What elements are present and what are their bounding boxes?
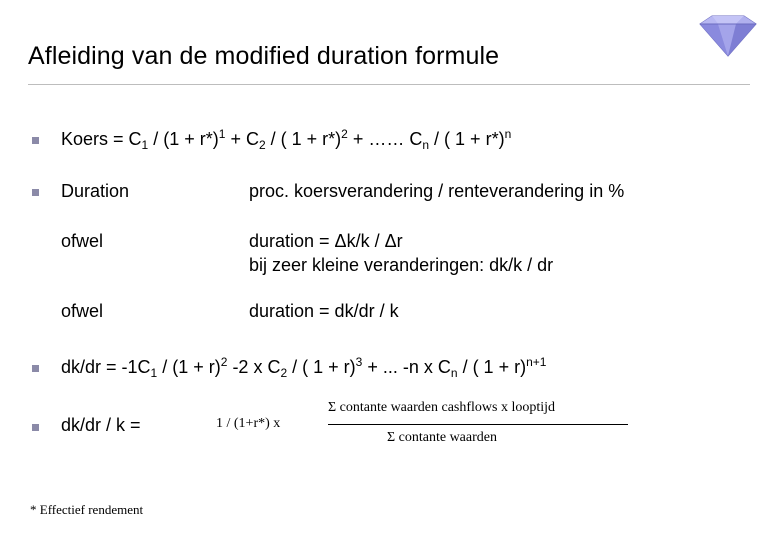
bullet-marker xyxy=(32,137,39,144)
ofwel-label-1: ofwel xyxy=(61,231,104,251)
bullet-marker xyxy=(32,189,39,196)
footnote: * Effectief rendement xyxy=(30,502,144,517)
dkdr-formula: $dk/dr = -1C_1 / (1 + r)^2$ -2 x $C_2$ / ( 1 + r)$^3$ + ... -n x $C_n$ / ( 1 + r)$^{n+1}$ xyxy=(61,355,547,380)
fraction-denominator: Σ contante waarden xyxy=(387,430,497,445)
bullet-marker xyxy=(32,365,39,372)
duration-formula-delta: duration = Δk/k / Δr xyxy=(249,231,403,251)
diamond-gem-icon xyxy=(696,14,760,58)
duration-label: Duration xyxy=(61,181,130,201)
koers-formula: Koers = $C_1 / (1 + r*)^1 + C_2$ / ( 1 + r*)$^2$ + …… $C_n$ / ( 1 + r*)$^n$ xyxy=(61,127,512,152)
page-title: Afleiding van de modified duration formule xyxy=(28,42,500,70)
title-divider xyxy=(28,84,750,85)
fraction-bar xyxy=(328,424,628,425)
duration-formula-note: bij zeer kleine veranderingen: dk/k / dr xyxy=(249,255,554,275)
duration-definition: proc. koersverandering / renteverandering in % xyxy=(249,181,625,201)
bullet-marker xyxy=(32,424,39,431)
duration-formula-derivative: duration = dk/dr / k xyxy=(249,301,399,321)
dkdr-k-label: dk/dr / k = xyxy=(61,415,141,435)
discount-factor: 1 / (1+r*) x xyxy=(216,416,281,431)
ofwel-label-2: ofwel xyxy=(61,301,104,321)
fraction-numerator: Σ contante waarden cashflows x looptijd xyxy=(328,400,556,415)
